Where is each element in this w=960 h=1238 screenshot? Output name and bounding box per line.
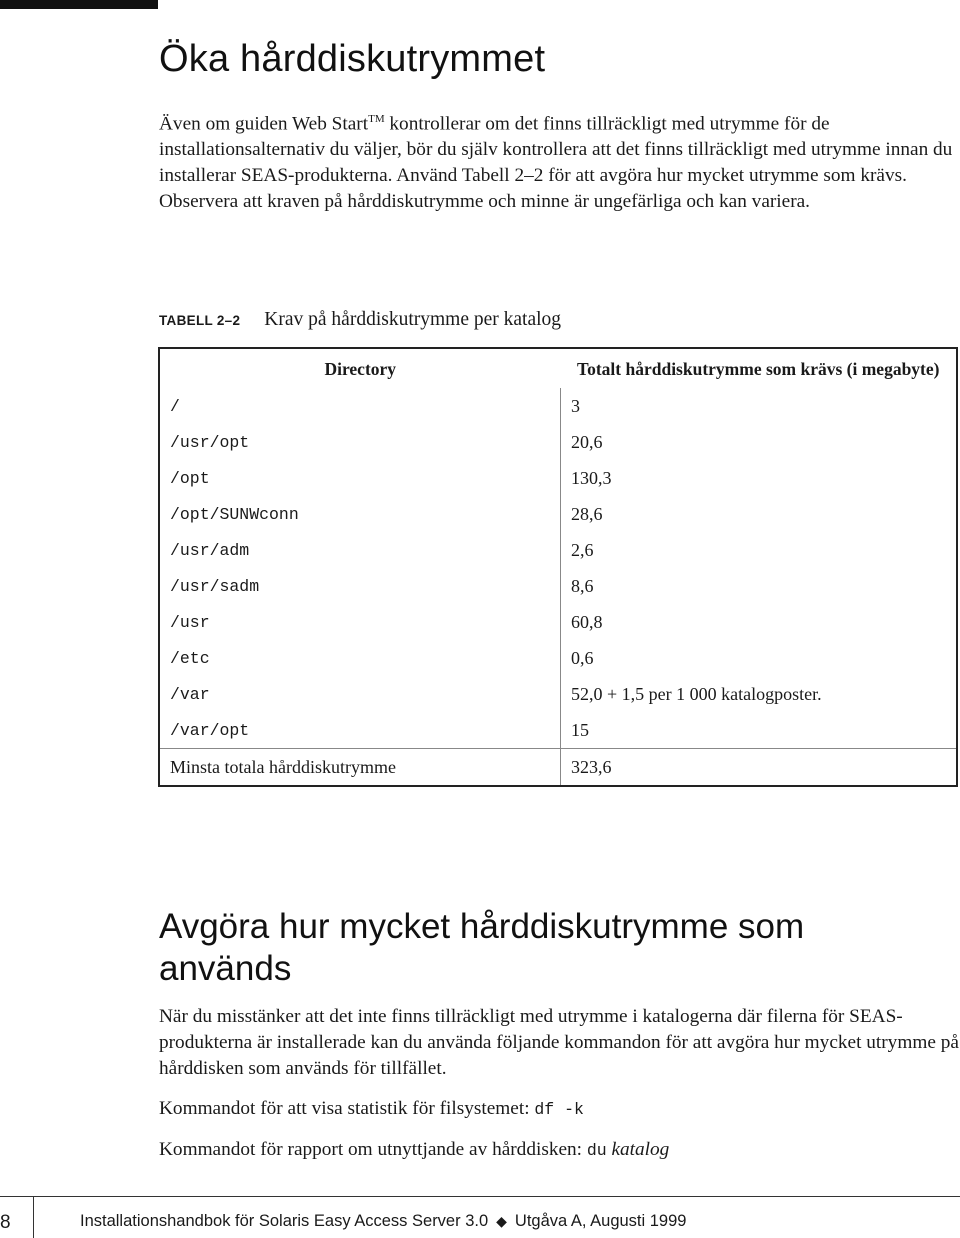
table-caption-text: Krav på hårddiskutrymme per katalog (264, 309, 562, 330)
du-command-line (159, 1137, 959, 1164)
usage-paragraph: När du misstänker att det inte finns tillräckligt med utrymme i katalogerna där filerna för SEAS-produkterna är installerade kan du använda följande kommandon för att avgöra hur mycket utrymme på hårddisken som används för tillfället. (159, 1006, 959, 1079)
page-number: 8 (0, 1212, 11, 1233)
cell-directory: /etc (159, 640, 561, 676)
footer-divider (33, 1197, 34, 1238)
footer-text (80, 1212, 686, 1231)
cell-directory: /usr/opt (159, 424, 561, 460)
intro-text-rest: kontrollerar om det finns tillräckligt med utrymme för de installationsalternativ du väljer, bör du själv kontrollera att det finns tillräckligt med utrymme innan du installerar SEAS-produkterna. Använd Tabell 2–2 för att avgöra hur mycket utrymme som krävs. Observera att kraven på hårddiskutrymme och minne är ungefärliga och kan variera. (159, 113, 953, 213)
cell-size: 2,6 (571, 539, 594, 560)
cell-directory: / (159, 388, 561, 424)
table-header-row (159, 348, 957, 388)
section-title-2: Avgöra hur mycket hårddiskutrymme som används (159, 907, 805, 988)
cell-size: 0,6 (571, 647, 594, 668)
header-space: Totalt hårddiskutrymme som krävs (i megabyte) (577, 359, 940, 379)
cell-directory: /usr/adm (159, 532, 561, 568)
cell-size: 60,8 (571, 611, 603, 632)
table-row (159, 604, 957, 640)
cell-total-value: 323,6 (561, 749, 958, 787)
disk-space-table (158, 347, 958, 787)
footer-rule (0, 1196, 960, 1197)
table-row (159, 676, 957, 712)
cell-size: 28,6 (571, 503, 603, 524)
diamond-icon: ◆ (496, 1213, 507, 1229)
trademark-mark: TM (368, 113, 385, 125)
footer-edition: Utgåva A, Augusti 1999 (514, 1212, 687, 1230)
cell-directory: /var/opt (159, 712, 561, 749)
table-row (159, 496, 957, 532)
table-row (159, 640, 957, 676)
df-command-code: df -k (534, 1100, 584, 1119)
table-total-row (159, 749, 957, 787)
du-command-text: Kommandot för rapport om utnyttjande av hårddisken: (159, 1139, 587, 1160)
section-title: Öka hårddiskutrymmet (159, 38, 546, 80)
table-row (159, 388, 957, 424)
cell-directory: /opt (159, 460, 561, 496)
table-row (159, 712, 957, 749)
cell-directory: /var (159, 676, 561, 712)
table-row (159, 424, 957, 460)
intro-text-start: Även om guiden Web Start (159, 113, 369, 135)
cell-size: 3 (571, 395, 580, 416)
header-directory: Directory (324, 359, 397, 379)
footer-book-title: Installationshandbok för Solaris Easy Access Server 3.0 (80, 1212, 489, 1230)
table-row (159, 460, 957, 496)
cell-directory: /usr (159, 604, 561, 640)
cell-total-label: Minsta totala hårddiskutrymme (159, 749, 561, 787)
du-command-code: du (586, 1141, 607, 1160)
intro-paragraph (159, 106, 959, 215)
table-row (159, 568, 957, 604)
table-row (159, 532, 957, 568)
cell-size: 15 (571, 719, 589, 740)
df-command-text: Kommandot för att visa statistik för filsystemet: (159, 1098, 535, 1119)
du-command-arg: katalog (611, 1139, 670, 1160)
df-command-line (159, 1096, 959, 1123)
cell-directory: /opt/SUNWconn (159, 496, 561, 532)
table-caption (159, 309, 561, 331)
cell-size: 8,6 (571, 575, 594, 596)
cell-size: 20,6 (571, 431, 603, 452)
cell-directory: /usr/sadm (159, 568, 561, 604)
cell-size: 130,3 (571, 467, 612, 488)
cell-size: 52,0 + 1,5 per 1 000 katalogposter. (571, 683, 822, 704)
top-rule (0, 0, 158, 9)
table-caption-label: TABELL 2–2 (159, 313, 241, 328)
